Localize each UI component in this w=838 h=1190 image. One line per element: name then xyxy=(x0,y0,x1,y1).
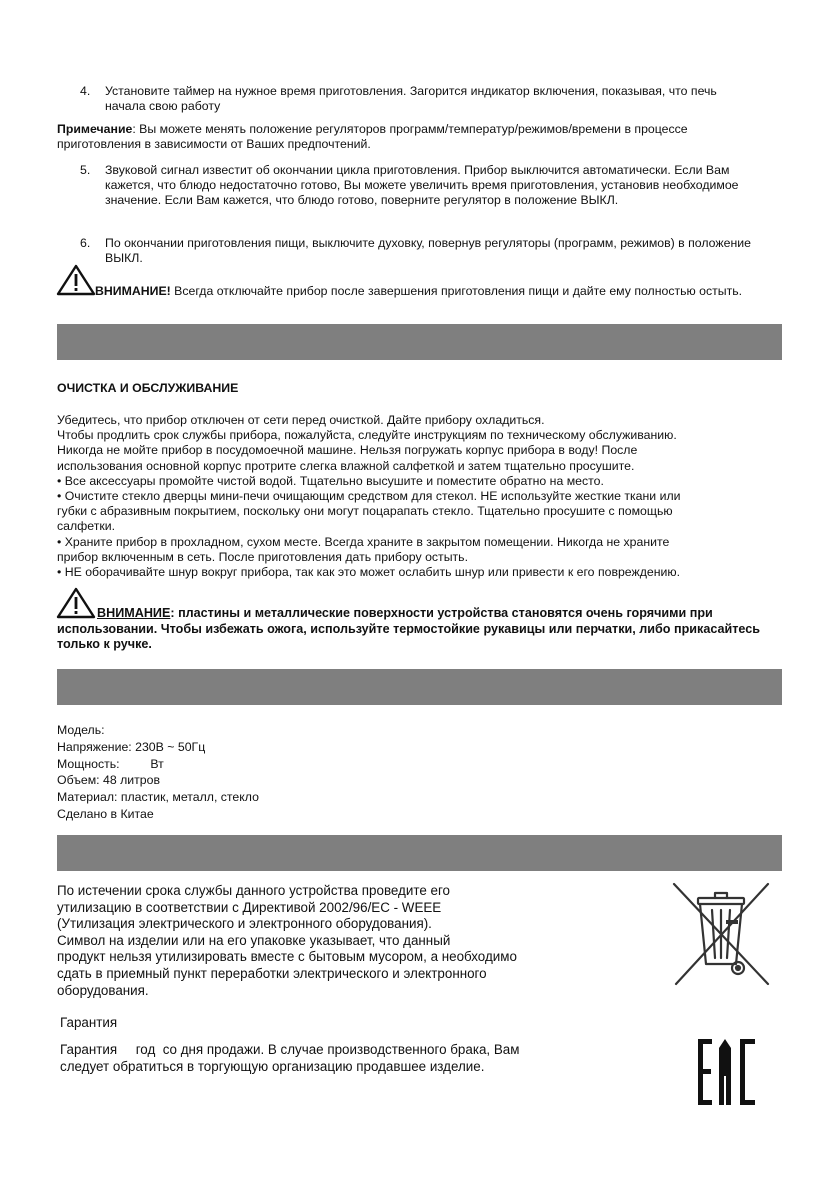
cleaning-title: ОЧИСТКА И ОБСЛУЖИВАНИЕ xyxy=(57,381,239,395)
weee-crossed-bin-icon xyxy=(668,880,776,990)
disposal-text xyxy=(57,883,617,999)
spec-voltage: Напряжение: 230В ~ 50Гц xyxy=(57,739,206,754)
cleaning-line: • НЕ оборачивайте шнур вокруг прибора, так как это может ослабить шнур или привести к его повреждению. xyxy=(57,565,681,580)
warning-1-text: Всегда отключайте прибор после завершения приготовления пищи и дайте ему полностью остыть. xyxy=(170,284,743,298)
step-text: Установите таймер на нужное время приготовления. Загорится индикатор включения, показывая, что печь начала свою работу xyxy=(105,84,717,114)
section-divider-bar xyxy=(57,324,782,360)
cleaning-line: Убедитесь, что прибор отключен от сети перед очисткой. Дайте прибору охладиться. xyxy=(57,413,545,427)
warning-2-text: : пластины и металлические поверхности устройства становятся очень горячими при использовании. Чтобы избежать ожога, используйте термостойкие рукавицы или перчатки, либо прикасайтесь только к ручке. xyxy=(57,606,760,652)
disposal-line: оборудования. xyxy=(57,982,149,998)
cleaning-line: Никогда не мойте прибор в посудомоечной машине. Нельзя погружать корпус прибора в воду! После xyxy=(57,443,638,458)
spec-power: Мощность: Вт xyxy=(57,756,164,771)
step-number: 5. xyxy=(80,163,91,177)
warning-2-paragraph xyxy=(57,606,777,653)
cleaning-line: салфетки. xyxy=(57,519,116,534)
disposal-line: утилизацию в соответствии с Директивой 2002/96/ЕС - WEEE xyxy=(57,899,442,915)
note-label: Примечание xyxy=(57,122,133,136)
spec-origin: Сделано в Китае xyxy=(57,806,154,821)
disposal-line: продукт нельзя утилизировать вместе с бытовым мусором, а необходимо xyxy=(57,949,517,965)
cleaning-line: губки с абразивным покрытием, поскольку они могут поцарапать стекло. Тщательно просушите с помощью xyxy=(57,504,673,519)
warranty-line-1: Гарантия год со дня продажи. В случае производственного брака, Вам xyxy=(60,1042,520,1057)
spec-model: Модель: xyxy=(57,723,105,737)
disposal-line: Символ на изделии или на его упаковке указывает, что данный xyxy=(57,932,451,948)
cleaning-line: Чтобы продлить срок службы прибора, пожалуйста, следуйте инструкциям по техническому обслуживанию. xyxy=(57,428,677,443)
step-text: По окончании приготовления пищи, выключите духовку, повернув регуляторы (программ, режимов) в положение ВЫКЛ. xyxy=(105,236,751,266)
warning-1-paragraph xyxy=(57,284,775,299)
specifications xyxy=(57,723,259,824)
step-text: Звуковой сигнал известит об окончании цикла приготовления. Прибор выключится автоматически. Если Вам кажется, что блюдо недостаточно готово, Вы можете увеличить время приготовления, установив необходимое значение. Если Вам кажется, что блюдо готово, поверните регулятор в положение ВЫКЛ. xyxy=(105,163,739,208)
step-number: 4. xyxy=(80,84,91,98)
spec-material: Материал: пластик, металл, стекло xyxy=(57,790,259,805)
step-number: 6. xyxy=(80,236,91,250)
disposal-line: (Утилизация электрического и электронного оборудования). xyxy=(57,916,432,932)
cleaning-line: использования основной корпус протрите слегка влажной салфеткой и затем тщательно просушите. xyxy=(57,458,635,473)
disposal-line: сдать в приемный пункт переработки электрического и электронного xyxy=(57,965,487,981)
spec-volume: Объем: 48 литров xyxy=(57,773,160,788)
note-paragraph xyxy=(57,122,767,152)
cleaning-line: • Все аксессуары промойте чистой водой. Тщательно высушите и поместите обратно на место. xyxy=(57,473,604,488)
cleaning-line: • Храните прибор в прохладном, сухом месте. Всегда храните в закрытом помещении. Никогда не храните xyxy=(57,534,670,549)
disposal-line: По истечении срока службы данного устройства проведите его xyxy=(57,883,450,898)
warning-1-label: ВНИМАНИЕ! xyxy=(95,284,171,298)
cleaning-line: прибор включенным в сеть. После приготовления дать прибору остыть. xyxy=(57,549,468,564)
note-text: : Вы можете менять положение регуляторов программ/температур/режимов/времени в процессе приготовления в зависимости от Ваших предпочтений. xyxy=(57,122,688,152)
cleaning-body xyxy=(57,413,787,580)
warning-2-label: ВНИМАНИЕ xyxy=(97,606,171,620)
warranty-line-2: следует обратиться в торгующую организацию продавшее изделие. xyxy=(60,1059,485,1074)
cleaning-line: • Очистите стекло дверцы мини-печи очищающим средством для стекол. НЕ используйте жесткие ткани или xyxy=(57,489,681,504)
section-divider-bar xyxy=(57,669,782,705)
section-divider-bar xyxy=(57,835,782,871)
warranty-title: Гарантия xyxy=(60,1015,118,1030)
eac-conformity-mark-icon xyxy=(697,1038,759,1106)
